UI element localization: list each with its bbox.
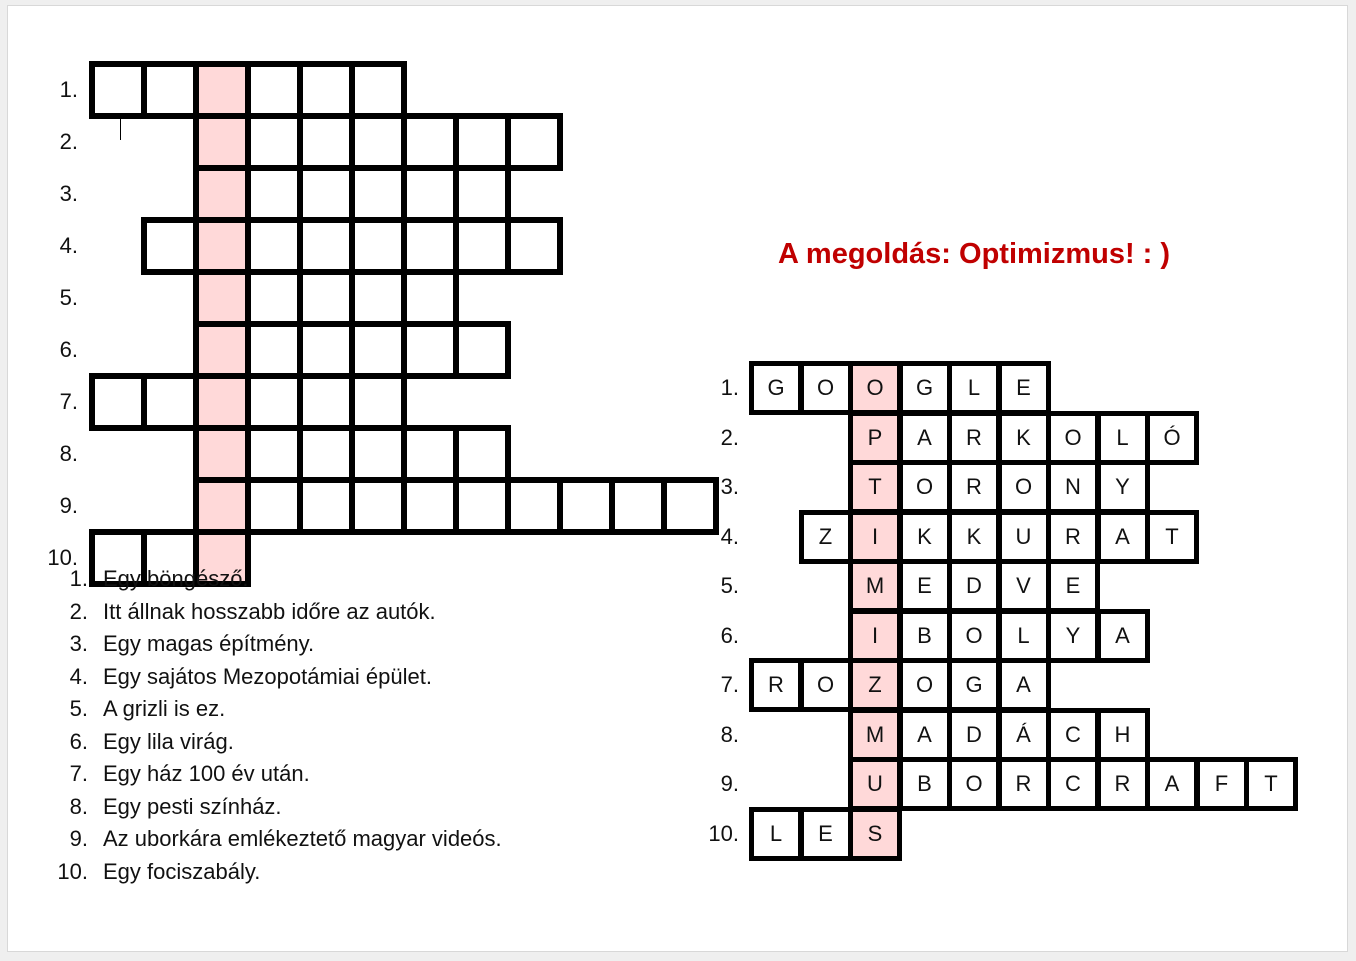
grid-cell[interactable] (453, 217, 511, 275)
clue-item (48, 628, 502, 661)
grid-cell: O (898, 460, 952, 514)
clue-text: Az uborkára emlékeztető magyar videós. (103, 826, 502, 851)
clue-number: 9. (69, 826, 88, 851)
grid-cell[interactable] (453, 165, 511, 223)
grid-cell: R (947, 411, 1001, 465)
row-number: 9. (59, 493, 78, 518)
key-cell[interactable] (193, 165, 251, 223)
key-cell: U (848, 757, 902, 811)
grid-cell: C (1046, 708, 1100, 762)
row-number: 3. (59, 181, 78, 206)
grid-cell[interactable] (505, 477, 563, 535)
grid-cell[interactable] (453, 477, 511, 535)
grid-cell: N (1046, 460, 1100, 514)
row-number: 9. (720, 771, 739, 796)
clue-text: Egy böngésző. (103, 566, 249, 591)
grid-cell[interactable] (505, 217, 563, 275)
clue-number: 7. (69, 761, 88, 786)
grid-cell[interactable] (297, 425, 355, 483)
clue-text: Egy pesti színház. (103, 793, 282, 819)
grid-cell[interactable] (245, 217, 303, 275)
grid-cell: H (1096, 708, 1150, 762)
grid-cell: Z (799, 510, 853, 564)
key-cell[interactable] (193, 321, 251, 379)
clue-item (48, 823, 502, 856)
grid-cell: B (898, 757, 952, 811)
clue-list (48, 563, 502, 888)
grid-cell[interactable] (401, 113, 459, 171)
key-cell[interactable] (193, 61, 251, 119)
clue-number: 1. (69, 566, 88, 591)
grid-cell[interactable] (297, 217, 355, 275)
grid-cell: K (898, 510, 952, 564)
row-number: 10. (47, 545, 78, 570)
grid-cell[interactable] (297, 477, 355, 535)
clue-text: Egy fociszabály. (103, 858, 261, 884)
text-cursor (120, 118, 121, 140)
clue-item (48, 791, 502, 824)
clue-item (48, 563, 502, 596)
grid-cell: A (1096, 609, 1150, 663)
grid-cell: T (1145, 510, 1199, 564)
grid-cell[interactable] (401, 269, 459, 327)
grid-cell[interactable] (349, 165, 407, 223)
key-cell: P (848, 411, 902, 465)
grid-cell[interactable] (349, 477, 407, 535)
grid-cell: A (1145, 757, 1199, 811)
clue-number: 6. (69, 728, 88, 754)
grid-cell: D (947, 559, 1001, 613)
grid-cell[interactable] (297, 321, 355, 379)
grid-cell[interactable] (505, 113, 563, 171)
row-number: 1. (720, 375, 739, 400)
key-cell: S (848, 807, 902, 861)
grid-cell[interactable] (349, 321, 407, 379)
clue-text: Egy sajátos Mezopotámiai épület. (103, 663, 432, 689)
clue-item (48, 661, 502, 694)
clue-number: 5. (69, 696, 88, 721)
grid-cell: G (898, 361, 952, 415)
slide-page (7, 5, 1348, 952)
row-number: 1. (59, 77, 78, 102)
grid-cell[interactable] (245, 477, 303, 535)
grid-cell: C (1046, 757, 1100, 811)
row-number: 7. (59, 389, 78, 414)
grid-cell: E (799, 807, 853, 861)
grid-cell[interactable] (89, 373, 147, 431)
grid-cell[interactable] (141, 373, 199, 431)
key-cell[interactable] (193, 113, 251, 171)
row-number: 8. (59, 441, 78, 466)
key-cell: I (848, 510, 902, 564)
grid-cell: G (947, 658, 1001, 712)
grid-cell: O (799, 658, 853, 712)
grid-cell[interactable] (349, 373, 407, 431)
grid-cell: O (898, 658, 952, 712)
key-cell: O (848, 361, 902, 415)
key-cell[interactable] (193, 217, 251, 275)
grid-cell[interactable] (401, 321, 459, 379)
grid-cell[interactable] (401, 165, 459, 223)
grid-cell[interactable] (141, 217, 199, 275)
grid-cell: O (997, 460, 1051, 514)
grid-cell[interactable] (401, 477, 459, 535)
grid-cell: A (997, 658, 1051, 712)
grid-cell: K (947, 510, 1001, 564)
grid-cell[interactable] (401, 425, 459, 483)
clue-text: Egy lila virág. (103, 728, 234, 754)
grid-cell[interactable] (453, 321, 511, 379)
grid-cell[interactable] (297, 61, 355, 119)
grid-cell: L (997, 609, 1051, 663)
grid-cell: R (1096, 757, 1150, 811)
row-number: 6. (720, 622, 739, 648)
grid-cell[interactable] (297, 373, 355, 431)
grid-cell: B (898, 609, 952, 663)
grid-cell: Á (997, 708, 1051, 762)
grid-cell: D (947, 708, 1001, 762)
key-cell[interactable] (193, 269, 251, 327)
clue-item (48, 856, 502, 889)
grid-cell[interactable] (453, 113, 511, 171)
grid-cell: R (749, 658, 803, 712)
clue-item (48, 758, 502, 791)
grid-cell[interactable] (401, 217, 459, 275)
grid-cell[interactable] (245, 61, 303, 119)
grid-cell: O (947, 609, 1001, 663)
grid-cell[interactable] (609, 477, 667, 535)
grid-cell[interactable] (89, 61, 147, 119)
grid-cell[interactable] (297, 269, 355, 327)
grid-cell: K (997, 411, 1051, 465)
row-number: 2. (720, 424, 739, 450)
grid-cell: O (799, 361, 853, 415)
row-number: 4. (720, 523, 739, 549)
grid-cell[interactable] (245, 373, 303, 431)
grid-cell: G (749, 361, 803, 415)
grid-cell: F (1195, 757, 1249, 811)
key-cell[interactable] (193, 373, 251, 431)
grid-cell[interactable] (557, 477, 615, 535)
clue-item (48, 596, 502, 629)
clue-text: A grizli is ez. (103, 696, 226, 721)
clue-number: 2. (69, 598, 88, 624)
grid-cell: A (898, 708, 952, 762)
clue-number: 8. (69, 793, 88, 819)
grid-cell[interactable] (297, 165, 355, 223)
grid-cell[interactable] (297, 113, 355, 171)
grid-cell[interactable] (349, 61, 407, 119)
key-cell[interactable] (193, 425, 251, 483)
grid-cell: Y (1096, 460, 1150, 514)
clue-item (48, 693, 502, 726)
key-cell[interactable] (193, 477, 251, 535)
grid-cell: L (749, 807, 803, 861)
grid-cell: Y (1046, 609, 1100, 663)
grid-cell: L (1096, 411, 1150, 465)
grid-cell[interactable] (349, 113, 407, 171)
row-number: 8. (720, 721, 739, 747)
row-number: 7. (720, 672, 739, 697)
grid-cell[interactable] (141, 61, 199, 119)
clue-text: Itt állnak hosszabb időre az autók. (103, 598, 436, 624)
row-number: 10. (708, 820, 739, 846)
clue-number: 10. (57, 858, 88, 884)
row-number: 3. (720, 474, 739, 499)
grid-cell[interactable] (245, 321, 303, 379)
grid-cell: E (997, 361, 1051, 415)
key-cell: Z (848, 658, 902, 712)
grid-cell: R (947, 460, 1001, 514)
key-cell: T (848, 460, 902, 514)
answer-title: A megoldás: Optimizmus! : ) (778, 238, 1171, 270)
row-number: 4. (59, 233, 78, 258)
clue-item (48, 726, 502, 759)
row-number: 2. (59, 129, 78, 154)
grid-cell[interactable] (349, 269, 407, 327)
grid-cell: U (997, 510, 1051, 564)
key-cell: M (848, 559, 902, 613)
grid-cell[interactable] (245, 425, 303, 483)
row-number: 5. (720, 573, 739, 598)
grid-cell: Ó (1145, 411, 1199, 465)
grid-cell: E (898, 559, 952, 613)
grid-cell: R (997, 757, 1051, 811)
grid-cell[interactable] (453, 425, 511, 483)
clue-number: 4. (69, 663, 88, 689)
key-cell: I (848, 609, 902, 663)
grid-cell: A (898, 411, 952, 465)
grid-cell[interactable] (349, 425, 407, 483)
clue-text: Egy ház 100 év után. (103, 761, 310, 786)
clue-text: Egy magas építmény. (103, 631, 315, 656)
grid-cell[interactable] (245, 269, 303, 327)
grid-cell[interactable] (349, 217, 407, 275)
row-number: 6. (59, 337, 78, 362)
grid-cell: E (1046, 559, 1100, 613)
grid-cell: R (1046, 510, 1100, 564)
grid-cell: O (947, 757, 1001, 811)
row-number: 5. (59, 285, 78, 310)
key-cell: M (848, 708, 902, 762)
grid-cell: T (1244, 757, 1298, 811)
grid-cell: O (1046, 411, 1100, 465)
clue-number: 3. (69, 631, 88, 656)
grid-cell: A (1096, 510, 1150, 564)
grid-cell: V (997, 559, 1051, 613)
grid-cell: L (947, 361, 1001, 415)
grid-cell[interactable] (245, 113, 303, 171)
grid-cell[interactable] (245, 165, 303, 223)
